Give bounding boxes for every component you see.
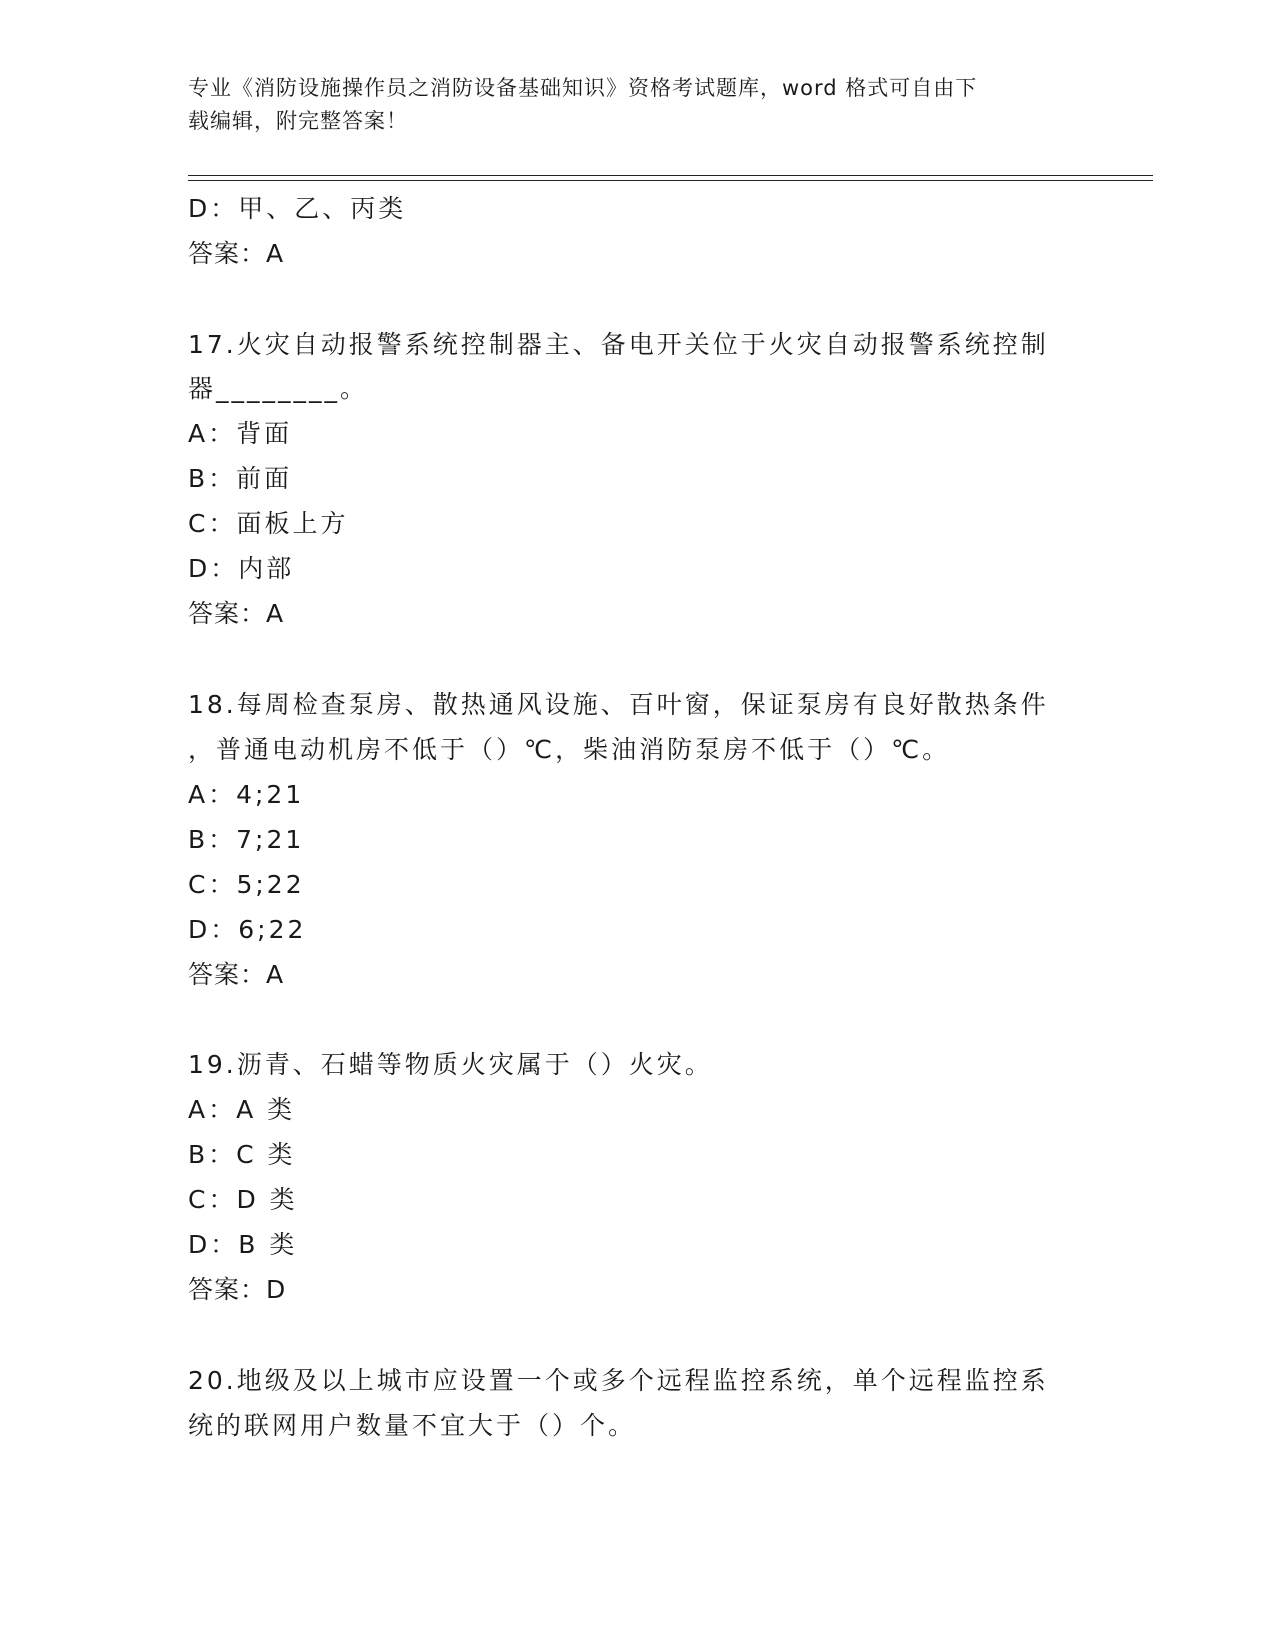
q19-option-a: A：A 类 — [188, 1095, 296, 1124]
q19-answer: 答案：D — [188, 1275, 287, 1304]
q20-stem-line-1: 20.地级及以上城市应设置一个或多个远程监控系统，单个远程监控系 — [188, 1366, 1049, 1395]
q18-stem-line-2: ，普通电动机房不低于（）℃，柴油消防泵房不低于（）℃。 — [188, 735, 951, 764]
q18-option-b: B：7;21 — [188, 825, 305, 854]
q19-option-c: C：D 类 — [188, 1185, 298, 1214]
prev-answer: 答案：A — [188, 239, 285, 268]
header-divider-top — [188, 175, 1153, 176]
q19-option-b: B：C 类 — [188, 1140, 296, 1169]
q18-answer: 答案：A — [188, 960, 285, 989]
q20-stem-line-2: 统的联网用户数量不宜大于（）个。 — [188, 1411, 637, 1440]
q18-option-d: D：6;22 — [188, 915, 307, 944]
q18-option-c: C：5;22 — [188, 870, 305, 899]
header-line-2: 载编辑，附完整答案！ — [188, 109, 408, 133]
prev-option-d: D：甲、乙、丙类 — [188, 194, 407, 223]
q19-stem-line-1: 19.沥青、石蜡等物质火灾属于（）火灾。 — [188, 1050, 713, 1079]
q17-stem-line-1: 17.火灾自动报警系统控制器主、备电开关位于火灾自动报警系统控制 — [188, 330, 1049, 359]
q19-option-d: D：B 类 — [188, 1230, 298, 1259]
q17-option-c: C：面板上方 — [188, 509, 349, 538]
q17-answer: 答案：A — [188, 599, 285, 628]
header-line-1: 专业《消防设施操作员之消防设备基础知识》资格考试题库，word 格式可自由下 — [188, 76, 978, 100]
q17-option-a: A：背面 — [188, 419, 293, 448]
q17-option-d: D：内部 — [188, 554, 295, 583]
header-divider-bottom — [188, 180, 1153, 181]
q17-option-b: B：前面 — [188, 464, 293, 493]
page-header — [188, 72, 1068, 138]
q18-stem-line-1: 18.每周检查泵房、散热通风设施、百叶窗，保证泵房有良好散热条件 — [188, 690, 1049, 719]
q17-stem-line-2: 器________。 — [188, 374, 369, 403]
q18-option-a: A：4;21 — [188, 780, 305, 809]
